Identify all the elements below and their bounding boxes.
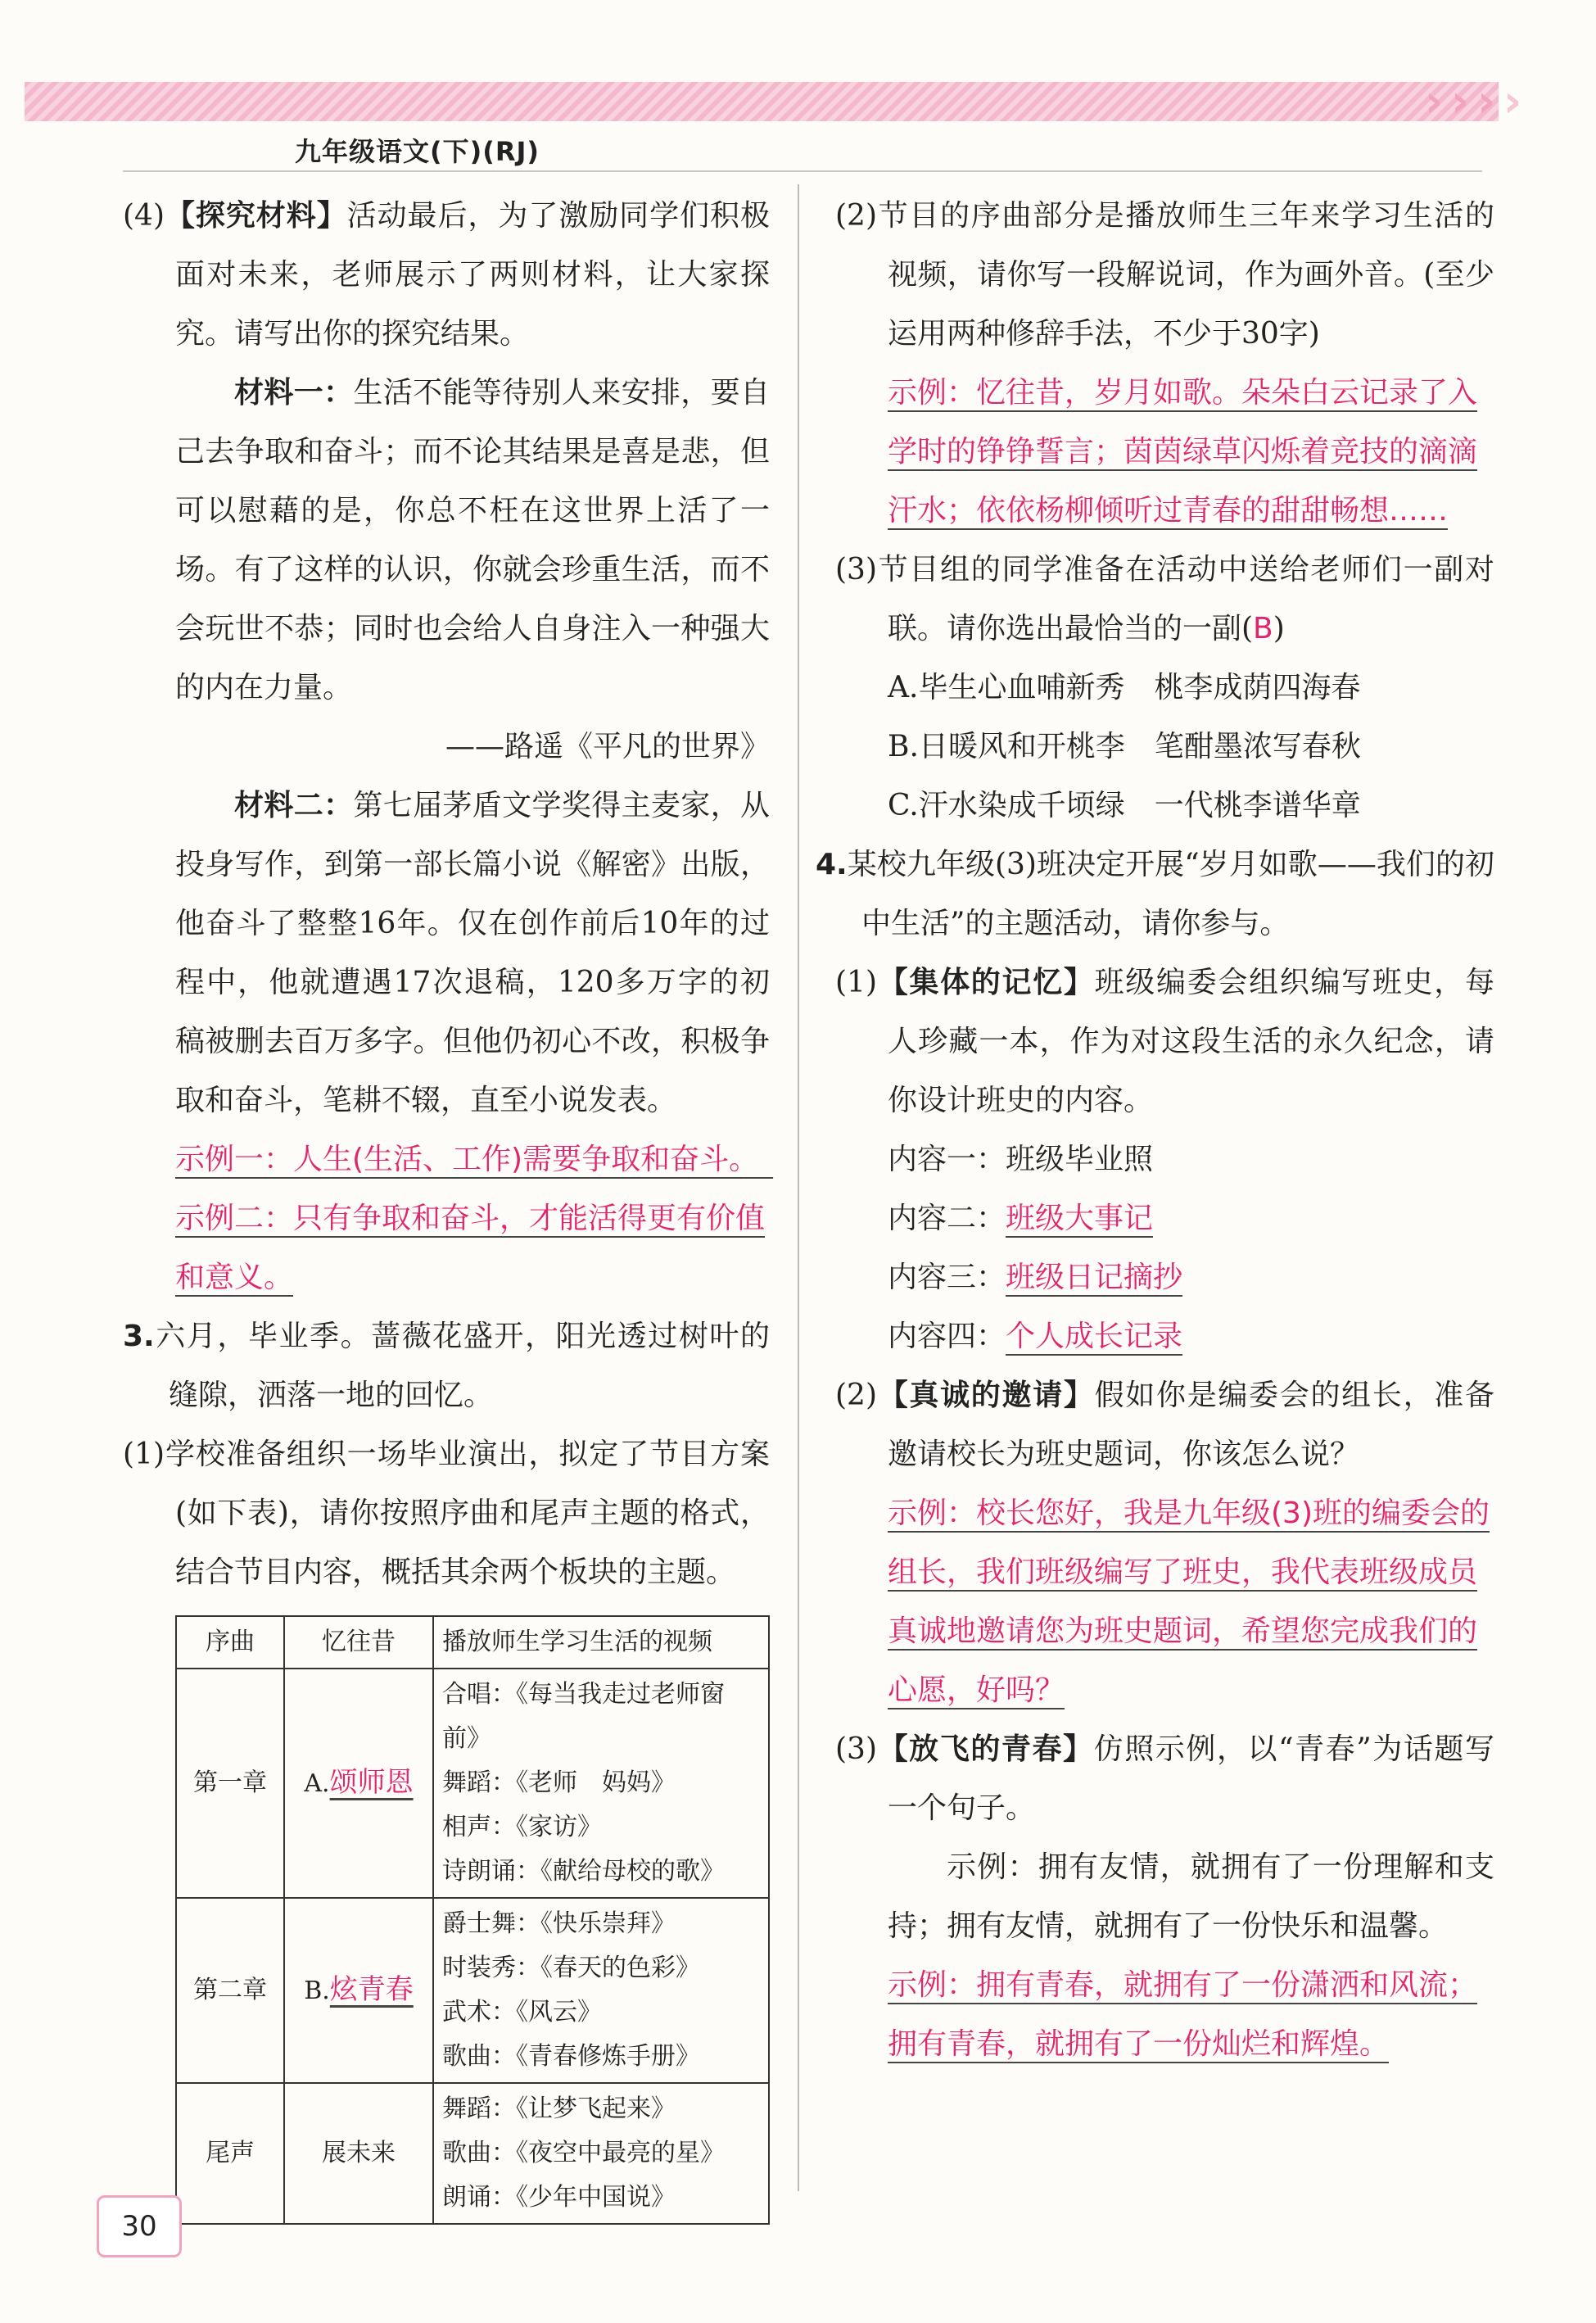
question-4-3: (3)【放飞的青春】仿照示例，以“青春”为话题写一个句子。 bbox=[835, 1732, 1494, 1825]
section-label: 【探究材料】 bbox=[165, 199, 347, 233]
table-cell: B.炫青春 bbox=[284, 1898, 433, 2083]
list-item: 歌曲：《青春修炼手册》 bbox=[442, 2042, 700, 2071]
content-two: 内容二：班级大事记 bbox=[888, 1202, 1154, 1235]
table-cell bbox=[433, 1898, 769, 2083]
page-title: 九年级语文(下)(RJ) bbox=[295, 136, 540, 167]
table-row bbox=[176, 2083, 769, 2224]
table-cell: 第二章 bbox=[176, 1898, 284, 2083]
answer-3-3: B bbox=[1253, 612, 1273, 645]
material-one-source: ——路遥《平凡的世界》 bbox=[445, 730, 770, 763]
answer-b: 炫青春 bbox=[329, 1973, 414, 2006]
list-item: 歌曲：《夜空中最亮的星》 bbox=[442, 2139, 725, 2167]
table-cell: 尾声 bbox=[176, 2083, 284, 2224]
section-label: 【集体的记忆】 bbox=[877, 966, 1095, 999]
chevron-right-icon: › bbox=[1425, 75, 1444, 127]
answer-4-3: 示例：拥有青春，就拥有了一份潇洒和风流；拥有青春，就拥有了一份灿烂和辉煌。 bbox=[888, 1968, 1478, 2061]
question-3-3: (3)节目组的同学准备在活动中送给老师们一副对联。请你选出最恰当的一副(B) bbox=[835, 553, 1494, 645]
content-one: 内容一：班级毕业照 bbox=[888, 1143, 1154, 1176]
question-3-1: (1)学校准备组织一场毕业演出，拟定了节目方案(如下表)，请你按照序曲和尾声主题的格式，结合节目内容，概括其余两个板块的主题。 bbox=[123, 1438, 770, 1589]
section-label: 【放飞的青春】 bbox=[877, 1732, 1094, 1766]
column-divider bbox=[798, 184, 799, 2191]
table-cell: 第一章 bbox=[176, 1669, 284, 1898]
table-cell bbox=[433, 2083, 769, 2224]
table-cell bbox=[433, 1669, 769, 1898]
list-item: 舞蹈：《老师 妈妈》 bbox=[442, 1768, 676, 1797]
table-row bbox=[176, 1669, 769, 1898]
table-cell: 序曲 bbox=[176, 1616, 284, 1669]
option-a: A.毕生心血哺新秀 桃李成荫四海春 bbox=[888, 671, 1361, 704]
list-item: 舞蹈：《让梦飞起来》 bbox=[442, 2094, 676, 2123]
chevron-right-icon: › bbox=[1477, 75, 1496, 127]
list-item: 合唱：《每当我走过老师窗前》 bbox=[442, 1680, 725, 1753]
answer-a: 颂师恩 bbox=[329, 1766, 414, 1799]
answer-3-2: 示例：忆往昔，岁月如歌。朵朵白云记录了入学时的铮铮誓言；茵茵绿草闪烁着竞技的滴滴汗水；依依杨柳倾听过青春的甜甜畅想…… bbox=[888, 376, 1478, 528]
table-cell: 展未来 bbox=[284, 2083, 433, 2224]
list-item: 诗朗诵：《献给母校的歌》 bbox=[442, 1857, 725, 1886]
program-table bbox=[175, 1615, 770, 2225]
table-cell: 播放师生学习生活的视频 bbox=[433, 1616, 769, 1669]
list-item: 爵士舞：《快乐崇拜》 bbox=[442, 1909, 676, 1938]
section-label: 【真诚的邀请】 bbox=[877, 1379, 1095, 1412]
question-4-1: (1)【集体的记忆】班级编委会组织编写班史，每人珍藏一本，作为对这段生活的永久纪念，请你设计班史的内容。 bbox=[835, 966, 1494, 1117]
list-item: 朗诵：《少年中国说》 bbox=[442, 2183, 676, 2212]
header-band bbox=[25, 75, 1499, 127]
content-three: 内容三：班级日记摘抄 bbox=[888, 1261, 1183, 1294]
table-cell: 忆往昔 bbox=[284, 1616, 433, 1669]
option-c: C.汗水染成千顷绿 一代桃李谱华章 bbox=[888, 789, 1361, 822]
material-one: 材料一：生活不能等待别人来安排，要自己去争取和奋斗；而不论其结果是喜是悲，但可以慰藉的是，你总不枉在这世界上活了一场。有了这样的认识，你就会珍重生活，而不会玩世不恭；同时也会给人自身注入一种强大的内在力量。 bbox=[175, 376, 770, 704]
content-four: 内容四：个人成长记录 bbox=[888, 1320, 1183, 1353]
answer-4-4: 示例一：人生(生活、工作)需要争取和奋斗。 示例二：只有争取和奋斗，才能活得更有价值和意义。 bbox=[175, 1143, 774, 1294]
chevron-right-icon: › bbox=[1503, 75, 1522, 127]
option-b: B.日暖风和开桃李 笔酣墨浓写春秋 bbox=[888, 730, 1361, 763]
question-4-4: (4)【探究材料】活动最后，为了激励同学们积极面对未来，老师展示了两则材料，让大家探究。请写出你的探究结果。 bbox=[123, 199, 770, 351]
example-sentence: 示例：拥有友情，就拥有了一份理解和支持；拥有友情，就拥有了一份快乐和温馨。 bbox=[888, 1850, 1494, 1943]
question-3-2: (2)节目的序曲部分是播放师生三年来学习生活的视频，请你写一段解说词，作为画外音。(至少运用两种修辞手法，不少于30字) bbox=[835, 199, 1494, 351]
list-item: 时装秀：《春天的色彩》 bbox=[442, 1954, 700, 1982]
left-column bbox=[123, 187, 774, 2225]
list-item: 相声：《家访》 bbox=[442, 1813, 602, 1841]
right-column bbox=[816, 187, 1494, 2074]
material-two: 材料二：第七届茅盾文学奖得主麦家，从投身写作，到第一部长篇小说《解密》出版，他奋斗了整整16年。仅在创作前后10年的过程中，他就遭遇17次退稿，120多万字的初稿被删去百万多字。但他仍初心不改，积极争取和奋斗，笔耕不辍，直至小说发表。 bbox=[175, 789, 770, 1117]
table-row bbox=[176, 1898, 769, 2083]
question-4-2: (2)【真诚的邀请】假如你是编委会的组长，准备邀请校长为班史题词，你该怎么说？ bbox=[835, 1379, 1494, 1471]
chevron-right-icon: › bbox=[1451, 75, 1470, 127]
answer-4-2: 示例：校长您好，我是九年级(3)班的编委会的组长，我们班级编写了班史，我代表班级成员真诚地邀请您为班史题词，希望您完成我们的心愿，好吗？ bbox=[888, 1497, 1490, 1707]
question-4: 4.某校九年级(3)班决定开展“岁月如歌——我们的初中生活”的主题活动，请你参与。 bbox=[816, 848, 1494, 940]
list-item: 武术：《风云》 bbox=[442, 1998, 602, 2026]
question-3: 3.六月，毕业季。蔷薇花盛开，阳光透过树叶的缝隙，洒落一地的回忆。 bbox=[123, 1320, 770, 1412]
page-number: 30 bbox=[97, 2195, 182, 2257]
table-cell: A.颂师恩 bbox=[284, 1669, 433, 1898]
table-row bbox=[176, 1616, 769, 1669]
